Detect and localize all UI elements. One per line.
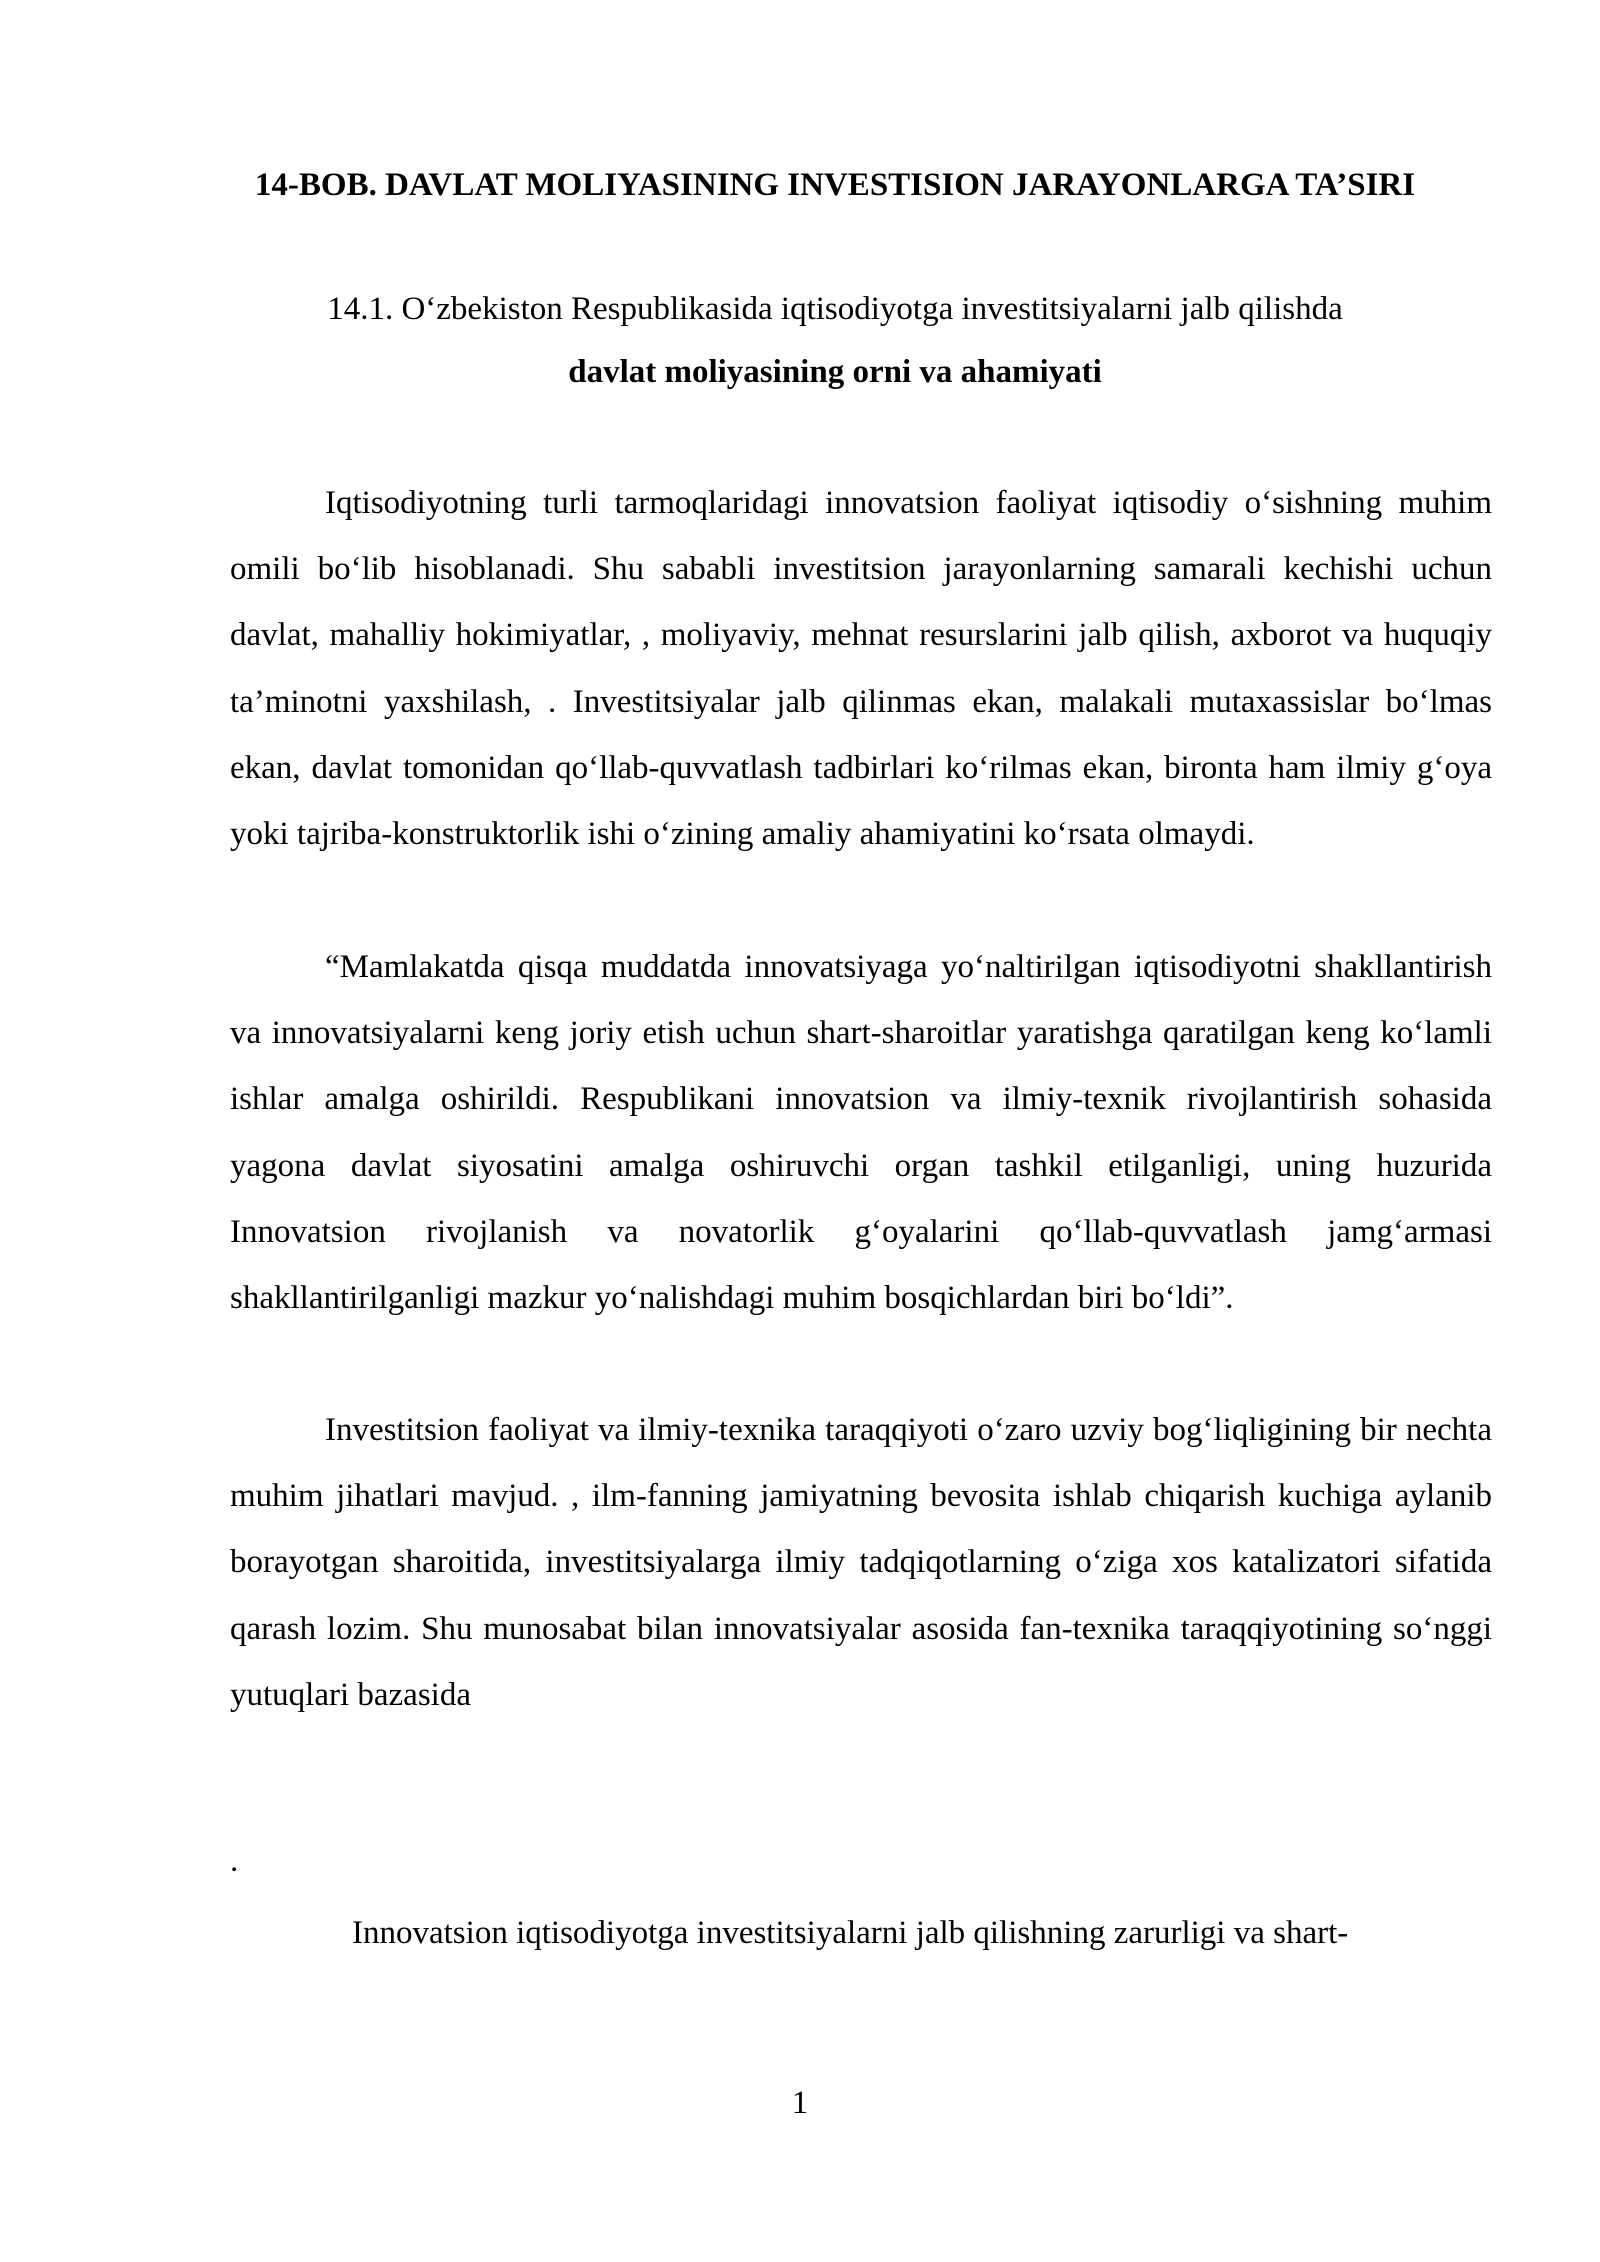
section-heading-line-1: 14.1. O‘zbekiston Respublikasida iqtisodiyotga investitsiyalarni jalb qilishda	[327, 291, 1343, 327]
next-subsection-heading: Innovatsion iqtisodiyotga investitsiyalarni jalb qilishning zarurligi va shart-	[352, 1915, 1349, 1951]
page-number: 1	[791, 2085, 809, 2121]
section-heading-line-2: davlat moliyasining orni va ahamiyati	[568, 354, 1102, 390]
body-paragraph-1: Iqtisodiyotning turli tarmoqlaridagi innovatsion faoliyat iqtisodiy o‘sishning muhim omili bo‘lib hisoblanadi. Shu sababli investitsion jarayonlarning samarali kechishi uchun davlat, mahalliy hokimiyatlar, , moliyaviy, mehnat resurslarini jalb qilish, axborot va huquqiy ta’minotni yaxshilash, . Investitsiyalar jalb qilinmas ekan, malakali mutaxassislar bo‘lmas ekan, davlat tomonidan qo‘llab-quvvatlash tadbirlari ko‘rilmas ekan, bironta ham ilmiy g‘oya yoki tajriba-konstruktorlik ishi o‘zining amaliy ahamiyatini ko‘rsata olmaydi.	[230, 485, 1492, 853]
body-paragraph-3: Investitsion faoliyat va ilmiy-texnika taraqqiyoti o‘zaro uzviy bog‘liqligining bir nechta muhim jihatlari mavjud. , ilm-fanning jamiyatning bevosita ishlab chiqarish kuchiga aylanib borayotgan sharoitida, investitsiyalarga ilmiy tadqiqotlarning o‘ziga xos katalizatori sifatida qarash lozim. Shu munosabat bilan innovatsiyalar asosida fan-texnika taraqqiyotining so‘nggi yutuqlari bazasida	[230, 1412, 1492, 1713]
chapter-title: 14-BOB. DAVLAT MOLIYASINING INVESTISION JARAYONLARGA TA’SIRI	[254, 167, 1416, 203]
body-paragraph-2: “Mamlakatda qisqa muddatda innovatsiyaga yo‘naltirilgan iqtisodiyotni shakllantirish va innovatsiyalarni keng joriy etish uchun shart-sharoitlar yaratishga qaratilgan keng ko‘lamli ishlar amalga oshirildi. Respublikani innovatsion va ilmiy-texnik rivojlantirish sohasida yagona davlat siyosatini amalga oshiruvchi organ tashkil etilganligi, uning huzurida Innovatsion rivojlanish va novatorlik g‘oyalarini qo‘llab-quvvatlash jamg‘armasi shakllantirilganligi mazkur yo‘nalishdagi muhim bosqichlardan biri bo‘ldi”.	[230, 949, 1492, 1317]
stray-period-mark: .	[230, 1843, 239, 1879]
